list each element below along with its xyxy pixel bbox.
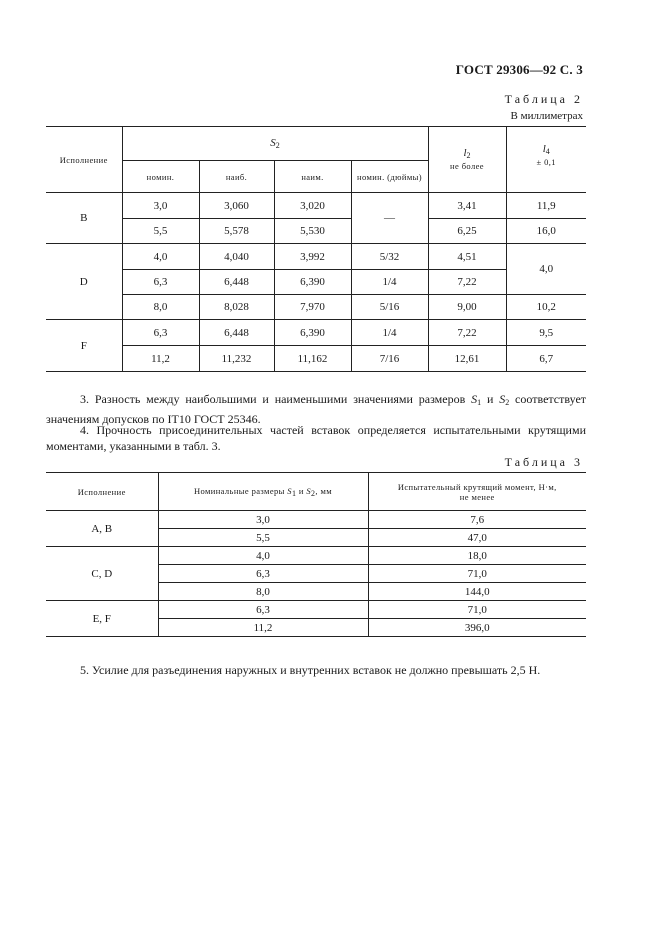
s2-subscript: 2: [275, 141, 280, 150]
cell-l4: 10,2: [506, 295, 586, 320]
table2-units: В миллиметрах: [510, 110, 583, 122]
cell-torque: 71,0: [368, 601, 586, 619]
cell-nomin: 6,3: [122, 270, 199, 295]
header-nomin-inch: номин. (дюймы): [351, 161, 428, 193]
para3-text-a: 3. Разность между наибольшими и наименьшими значениями размеров: [80, 392, 472, 406]
cell-torque: 144,0: [368, 583, 586, 601]
cell-inch: 5/16: [351, 295, 428, 320]
cell-naib: 4,040: [199, 244, 274, 270]
cell-l4: 9,5: [506, 320, 586, 346]
para3-text-b: соответствует значениям допусков по IT10 ГОСТ 25346.: [46, 392, 587, 426]
cell-naim: 6,390: [274, 320, 351, 346]
table3-caption: Таблица 3: [504, 455, 583, 469]
page-header: ГОСТ 29306—92 С. 3: [455, 62, 583, 77]
cell-naim: 6,390: [274, 270, 351, 295]
sizes-text-a: Номинальные размеры: [193, 485, 288, 496]
paragraph-4: 4. Прочность присоединительных частей вставок определяется испытательными крутящими моментами, указанными в табл. 3.: [46, 423, 586, 453]
cell-inch: 7/16: [351, 346, 428, 372]
cell-naib: 11,232: [199, 346, 274, 372]
group-label: D: [46, 244, 122, 320]
cell-l4: 11,9: [506, 193, 586, 219]
cell-torque: 18,0: [368, 547, 586, 565]
cell-nomin: 3,0: [122, 193, 199, 219]
header-nomin: номин.: [122, 161, 199, 193]
l2-subscript: 2: [466, 151, 471, 160]
s1-subscript: 1: [477, 398, 482, 407]
cell-size: 3,0: [158, 511, 368, 529]
group-label: F: [46, 320, 122, 372]
para3-and: и: [481, 392, 500, 406]
group-label: B: [46, 193, 122, 244]
sizes-text-b: , мм: [315, 485, 333, 496]
cell-naib: 3,060: [199, 193, 274, 219]
l2-symbol: l: [463, 147, 467, 159]
sizes-and: и: [296, 485, 307, 496]
s2-symbol: S: [270, 137, 276, 149]
cell-l2: 7,22: [428, 320, 506, 346]
s2-subscript: 2: [311, 488, 316, 498]
s1-subscript: 1: [291, 488, 297, 498]
cell-l2: 12,61: [428, 346, 506, 372]
table2-caption: Таблица 2: [504, 92, 583, 106]
header-execution: Исполнение: [46, 473, 158, 511]
l4-symbol: l: [542, 143, 546, 155]
s1-symbol: S: [471, 392, 478, 406]
cell-l4: 16,0: [506, 219, 586, 244]
header-l4: [506, 127, 586, 193]
header-execution: Исполнение: [46, 127, 122, 193]
cell-naim: 5,530: [274, 219, 351, 244]
cell-l4: 6,7: [506, 346, 586, 372]
table-2: [46, 126, 586, 372]
table-3: [46, 472, 586, 637]
cell-nomin: 11,2: [122, 346, 199, 372]
cell-torque: 71,0: [368, 565, 586, 583]
cell-naib: 8,028: [199, 295, 274, 320]
cell-l4: 4,0: [506, 244, 586, 295]
cell-l2: 6,25: [428, 219, 506, 244]
cell-naim: 7,970: [274, 295, 351, 320]
cell-torque: 7,6: [368, 511, 586, 529]
cell-nomin: 8,0: [122, 295, 199, 320]
header-l2: [428, 127, 506, 193]
cell-size: 6,3: [158, 601, 368, 619]
group-label: C, D: [46, 547, 158, 601]
header-nominal-sizes: [158, 473, 368, 511]
cell-size: 8,0: [158, 583, 368, 601]
cell-inch: 1/4: [351, 320, 428, 346]
cell-naib: 6,448: [199, 270, 274, 295]
cell-nomin: 4,0: [122, 244, 199, 270]
group-label: E, F: [46, 601, 158, 637]
cell-naim: 11,162: [274, 346, 351, 372]
s1-symbol: S: [287, 485, 292, 496]
s2-symbol: S: [306, 485, 312, 496]
torque-line1: Испытательный крутящий момент, Н·м,: [397, 481, 557, 492]
group-label: A, B: [46, 511, 158, 547]
cell-torque: 396,0: [368, 619, 586, 637]
cell-inch: 5/32: [351, 244, 428, 270]
cell-torque: 47,0: [368, 529, 586, 547]
cell-naim: 3,020: [274, 193, 351, 219]
cell-l2: 3,41: [428, 193, 506, 219]
cell-inch: 1/4: [351, 270, 428, 295]
cell-l2: 7,22: [428, 270, 506, 295]
cell-size: 5,5: [158, 529, 368, 547]
cell-size: 4,0: [158, 547, 368, 565]
cell-nomin: 6,3: [122, 320, 199, 346]
header-naim: наим.: [274, 161, 351, 193]
cell-naib: 5,578: [199, 219, 274, 244]
l4-subscript: 4: [545, 147, 550, 156]
cell-naim: 3,992: [274, 244, 351, 270]
paragraph-5: 5. Усилие для разъединения наружных и внутренних вставок не должно превышать 2,5 Н.: [80, 663, 541, 677]
cell-naib: 6,448: [199, 320, 274, 346]
l2-note: не более: [450, 161, 484, 171]
cell-l2: 4,51: [428, 244, 506, 270]
s2-subscript: 2: [505, 398, 510, 407]
header-torque: [368, 473, 586, 511]
l4-note: ± 0,1: [536, 157, 556, 167]
cell-size: 6,3: [158, 565, 368, 583]
s2-symbol: S: [499, 392, 506, 406]
torque-line2: не менее: [459, 491, 495, 502]
cell-nomin: 5,5: [122, 219, 199, 244]
header-naib: наиб.: [199, 161, 274, 193]
header-s2: [122, 127, 428, 161]
cell-inch: —: [351, 193, 428, 244]
cell-l2: 9,00: [428, 295, 506, 320]
cell-size: 11,2: [158, 619, 368, 637]
